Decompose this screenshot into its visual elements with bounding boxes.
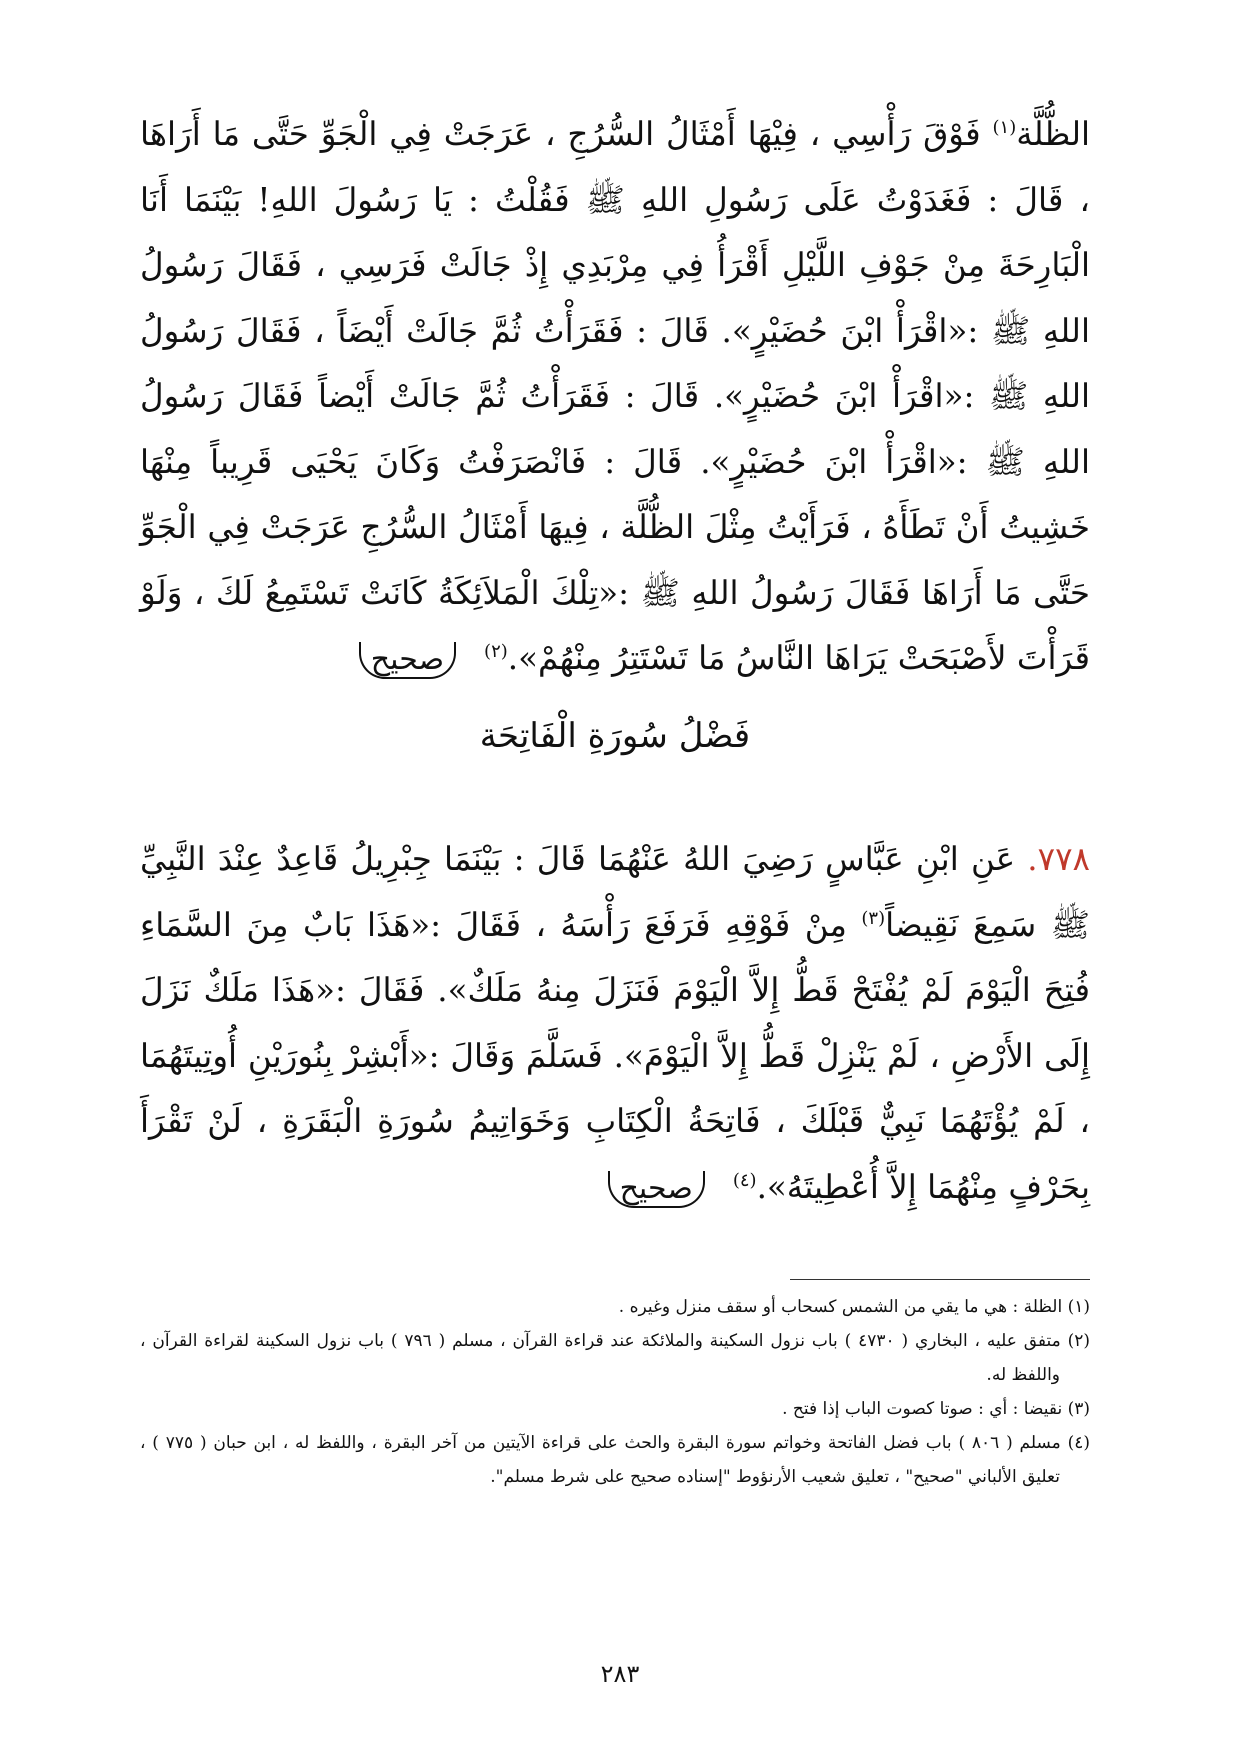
section-heading: فَضْلُ سُورَةِ الْفَاتِحَة [479, 716, 751, 756]
footnote-marker-2[interactable]: (٢) [484, 641, 508, 663]
footnote-1: (١) الظلة : هي ما يقي من الشمس كسحاب أو سقف منزل وغيره . [618, 1297, 1090, 1317]
footnote-4: (٤) مسلم ( ٨٠٦ ) باب فضل الفاتحة وخواتم سورة البقرة والحث على قراءة الآيتين من آخر البقرة ، واللفظ له ، ابن حبان ( ٧٧٥ ) ، تعليق الألباني "صحيح" ، تعليق شعيب الأرنؤوط "إسناده صحيح على شرط مسلم". [140, 1433, 1090, 1487]
footnote-3: (٣) نقيضا : أي : صوتا كصوت الباب إذا فتح . [782, 1399, 1090, 1419]
text-segment: فَوْقَ رَأْسِي ، فِيْهَا أَمْثَالُ السُّرُجِ ، عَرَجَتْ فِي الْجَوِّ حَتَّى مَا أَرَاهَا ، قَالَ : فَغَدَوْتُ عَلَى رَسُولِ اللهِ ﷺ فَقُلْتُ : يَا رَسُولَ اللهِ! بَيْنَمَا أَنَا الْبَارِحَةَ مِنْ جَوْفِ اللَّيْلِ أَقْرَأُ فِي مِرْبَدِي إِذْ جَالَتْ فَرَسِي ، فَقَالَ رَسُولُ اللهِ ﷺ :«اقْرَأْ ابْنَ حُضَيْرٍ». قَالَ : فَقَرَأْتُ ثُمَّ جَالَتْ أَيْضَاً ، فَقَالَ رَسُولُ اللهِ ﷺ :«اقْرَأْ ابْنَ حُضَيْرٍ». قَالَ : فَقَرَأْتُ ثُمَّ جَالَتْ أَيْضاً فَقَالَ رَسُولُ اللهِ ﷺ :«اقْرَأْ ابْنَ حُضَيْرٍ». قَالَ : فَانْصَرَفْتُ وَكَانَ يَحْيَى قَرِيباً مِنْهَا خَشِيتُ أَنْ تَطَأَهُ ، فَرَأَيْتُ مِثْلَ الظُّلَّة ، فِيهَا أَمْثَالُ السُّرُجِ عَرَجَتْ فِي الْجَوِّ حَتَّى مَا أَرَاهَا فَقَالَ رَسُولُ اللهِ ﷺ :«تِلْكَ الْمَلاَئِكَةُ كَانَتْ تَسْتَمِعُ لَكَ ، وَلَوْ قَرَأْتَ لأَصْبَحَتْ يَرَاهَا النَّاسُ مَا تَسْتَتِرُ مِنْهُمْ». [140, 115, 1090, 677]
footnote-marker-3[interactable]: (٣) [861, 907, 886, 929]
text-segment: عَنِ ابْنِ عَبَّاسٍ رَضِيَ اللهُ عَنْهُمَا قَالَ : بَيْنَمَا جِبْرِيلُ قَاعِدٌ عِنْدَ النَّبِيِّ ﷺ سَمِعَ نَقِيضاً [140, 840, 1090, 944]
footnote-marker-4[interactable]: (٤) [732, 1169, 757, 1191]
grade-badge: صحيح [608, 1171, 705, 1208]
footnotes [140, 1290, 1090, 1494]
hadith-778-paragraph [140, 827, 1090, 1221]
footnote-2: (٢) متفق عليه ، البخاري ( ٤٧٣٠ ) باب نزول السكينة والملائكة عند قراءة القرآن ، مسلم ( ٧٩٦ ) باب نزول السكينة لقراءة القرآن ، واللفظ له. [140, 1331, 1091, 1385]
hadith-number: ٧٧٨. [1027, 840, 1090, 878]
text-segment: مِنْ فَوْقِهِ فَرَفَعَ رَأْسَهُ ، فَقَالَ :«هَذَا بَابٌ مِنَ السَّمَاءِ فُتِحَ الْيَوْمَ لَمْ يُفْتَحْ قَطُّ إِلاَّ الْيَوْمَ فَنَزَلَ مِنهُ مَلَكٌ». فَقَالَ :«هَذَا مَلَكٌ نَزَلَ إِلَى الأَرْضِ ، لَمْ يَنْزِلْ قَطُّ إِلاَّ الْيَوْمَ». فَسَلَّمَ وَقَالَ :«أَبْشِرْ بِنُورَيْنِ أُوتِيتَهُمَا ، لَمْ يُؤْتَهُمَا نَبِيٌّ قَبْلَكَ ، فَاتِحَةُ الْكِتَابِ وَخَوَاتِيمُ سُورَةِ الْبَقَرَةِ ، لَنْ تَقْرَأَ بِحَرْفٍ مِنْهُمَا إِلاَّ أُعْطِيتَهُ». [140, 905, 1090, 1206]
text-segment: الظُّلَّة [1016, 115, 1090, 153]
page-number: ٢٨٣ [600, 1660, 640, 1688]
footnote-divider [790, 1279, 1090, 1280]
footnote-marker-1[interactable]: (١) [992, 117, 1017, 139]
grade-badge: صحيح [359, 642, 456, 679]
top-paragraph [140, 102, 1090, 693]
